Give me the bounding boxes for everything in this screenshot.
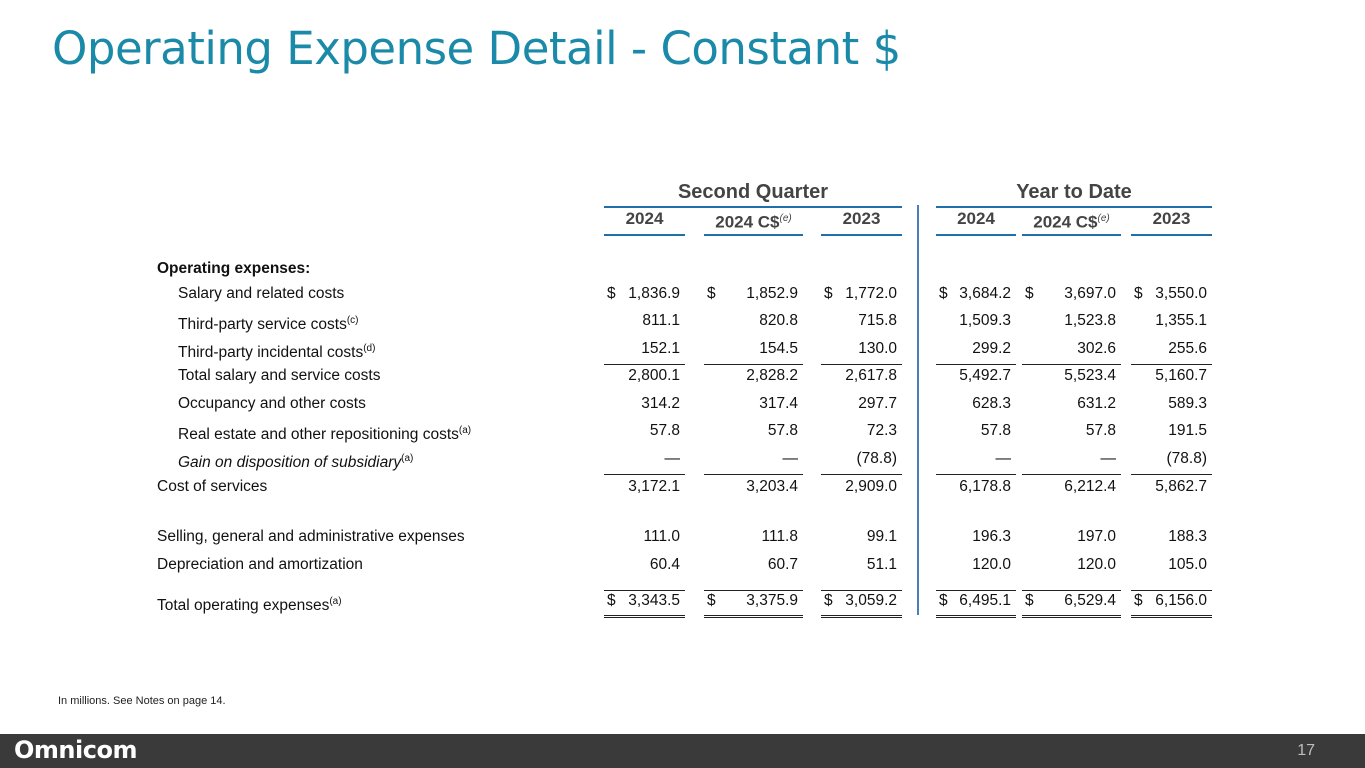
row-label-text: Gain on disposition of subsidiary bbox=[178, 454, 402, 472]
currency-symbol: $ bbox=[707, 592, 716, 609]
table-cell bbox=[1022, 449, 1121, 475]
cell-value: (78.8) bbox=[856, 450, 897, 467]
row-label bbox=[178, 311, 359, 335]
col-header-note: (e) bbox=[779, 213, 792, 224]
col-header-q2-2024-cs bbox=[704, 208, 803, 236]
cell-value: 5,862.7 bbox=[1155, 478, 1207, 495]
cell-value: 105.0 bbox=[1168, 556, 1207, 573]
row-label bbox=[157, 555, 363, 575]
table-cell bbox=[821, 339, 902, 365]
row-label bbox=[178, 421, 471, 445]
cell-value: 51.1 bbox=[866, 556, 897, 573]
row-label bbox=[157, 477, 267, 497]
table-cell bbox=[1022, 527, 1121, 547]
table-cell bbox=[1131, 555, 1212, 575]
cell-value: 111.8 bbox=[761, 528, 798, 545]
group-header-year-to-date: Year to Date bbox=[936, 180, 1212, 208]
row-label-note: (a) bbox=[401, 453, 414, 464]
cell-value: 628.3 bbox=[972, 395, 1011, 412]
cell-value: 197.0 bbox=[1077, 528, 1116, 545]
cell-value: 3,343.5 bbox=[628, 592, 680, 609]
cell-value: 1,852.9 bbox=[746, 285, 798, 302]
table-cell bbox=[821, 449, 902, 475]
table-cell bbox=[936, 527, 1016, 547]
cell-value: 589.3 bbox=[1168, 395, 1207, 412]
table-cell bbox=[1022, 339, 1121, 365]
table-cell bbox=[936, 284, 1016, 304]
col-header-note: (e) bbox=[1097, 213, 1110, 224]
row-label bbox=[178, 366, 380, 386]
cell-value: 6,178.8 bbox=[959, 478, 1011, 495]
cell-value: 1,836.9 bbox=[628, 285, 680, 302]
currency-symbol: $ bbox=[824, 592, 833, 609]
row-label bbox=[157, 527, 465, 547]
table-cell bbox=[704, 366, 803, 386]
table-cell bbox=[604, 311, 685, 331]
cell-value: 60.4 bbox=[649, 556, 680, 573]
cell-value: 317.4 bbox=[759, 395, 798, 412]
table-cell bbox=[604, 366, 685, 386]
currency-symbol: $ bbox=[607, 592, 616, 609]
table-cell bbox=[1022, 311, 1121, 331]
table-cell bbox=[604, 449, 685, 475]
cell-value: — bbox=[782, 450, 798, 467]
cell-value: 2,909.0 bbox=[845, 478, 897, 495]
cell-value: 1,355.1 bbox=[1155, 312, 1207, 329]
table-cell bbox=[936, 449, 1016, 475]
table-cell bbox=[1131, 421, 1212, 441]
row-label-note: (a) bbox=[458, 425, 472, 436]
row-label bbox=[178, 394, 366, 414]
table-cell bbox=[1022, 394, 1121, 414]
footer-bar bbox=[0, 734, 1365, 768]
table-cell bbox=[704, 449, 803, 475]
table-cell bbox=[704, 311, 803, 331]
col-header-ytd-2024-cs bbox=[1022, 208, 1121, 236]
currency-symbol: $ bbox=[939, 285, 948, 302]
cell-value: 57.8 bbox=[649, 422, 680, 439]
cell-value: 6,529.4 bbox=[1064, 592, 1116, 609]
col-header-label: 2024 C$ bbox=[1033, 212, 1098, 232]
table-cell bbox=[936, 366, 1016, 386]
cell-value: 2,828.2 bbox=[746, 367, 798, 384]
col-header-label: 2023 bbox=[1152, 209, 1191, 228]
cell-value: 811.1 bbox=[642, 312, 680, 329]
table-cell bbox=[1131, 477, 1212, 497]
cell-value: 6,212.4 bbox=[1064, 478, 1116, 495]
footnote: In millions. See Notes on page 14. bbox=[58, 695, 226, 707]
row-label bbox=[178, 339, 375, 363]
cell-value: — bbox=[664, 450, 680, 467]
cell-value: 5,492.7 bbox=[959, 367, 1011, 384]
cell-value: 3,550.0 bbox=[1155, 285, 1207, 302]
table-cell bbox=[704, 339, 803, 365]
cell-value: 6,156.0 bbox=[1155, 592, 1207, 609]
table-cell bbox=[1131, 311, 1212, 331]
row-label-text: Occupancy and other costs bbox=[178, 395, 366, 412]
page-title: Operating Expense Detail - Constant $ bbox=[52, 22, 901, 75]
row-label-text: Operating expenses: bbox=[157, 260, 311, 277]
table-cell bbox=[821, 527, 902, 547]
table-cell bbox=[1022, 421, 1121, 441]
table-cell bbox=[704, 527, 803, 547]
cell-value: 302.6 bbox=[1077, 340, 1116, 357]
row-label-note: (a) bbox=[329, 596, 342, 607]
row-label-text: Depreciation and amortization bbox=[157, 556, 363, 573]
row-label-text: Salary and related costs bbox=[178, 285, 345, 302]
cell-value: 191.5 bbox=[1168, 422, 1207, 439]
column-divider bbox=[917, 205, 919, 615]
table-cell bbox=[936, 590, 1016, 618]
row-label-text: Selling, general and administrative expenses bbox=[157, 528, 465, 545]
table-cell bbox=[604, 339, 685, 365]
brand-logo: Omnicom bbox=[14, 736, 137, 764]
cell-value: 5,523.4 bbox=[1064, 367, 1116, 384]
cell-value: 152.1 bbox=[641, 340, 680, 357]
cell-value: 57.8 bbox=[767, 422, 798, 439]
table-cell bbox=[936, 421, 1016, 441]
cell-value: 631.2 bbox=[1077, 395, 1116, 412]
cell-value: 2,617.8 bbox=[845, 367, 897, 384]
cell-value: 120.0 bbox=[972, 556, 1011, 573]
currency-symbol: $ bbox=[824, 285, 833, 302]
table-cell bbox=[704, 555, 803, 575]
table-cell bbox=[936, 339, 1016, 365]
cell-value: 120.0 bbox=[1077, 556, 1116, 573]
currency-symbol: $ bbox=[939, 592, 948, 609]
row-label-text: Third-party service costs bbox=[178, 316, 347, 334]
table-cell bbox=[1131, 394, 1212, 414]
table-cell bbox=[936, 311, 1016, 331]
cell-value: (78.8) bbox=[1166, 450, 1207, 467]
col-header-ytd-2023 bbox=[1131, 208, 1212, 236]
page-number: 17 bbox=[1297, 742, 1315, 759]
cell-value: 1,772.0 bbox=[845, 285, 897, 302]
cell-value: 3,172.1 bbox=[628, 478, 680, 495]
table-cell bbox=[821, 477, 902, 497]
cell-value: 3,059.2 bbox=[845, 592, 897, 609]
table-cell bbox=[821, 284, 902, 304]
currency-symbol: $ bbox=[707, 285, 716, 302]
col-header-ytd-2024 bbox=[936, 208, 1016, 236]
cell-value: 57.8 bbox=[1085, 422, 1116, 439]
col-header-label: 2023 bbox=[842, 209, 881, 228]
table-cell bbox=[821, 311, 902, 331]
row-label-text: Real estate and other repositioning costs bbox=[178, 426, 459, 444]
row-label-note: (d) bbox=[363, 343, 376, 354]
cell-value: — bbox=[1100, 450, 1116, 467]
table-cell bbox=[704, 590, 803, 618]
cell-value: 314.2 bbox=[641, 395, 680, 412]
row-label-text: Third-party incidental costs bbox=[178, 344, 364, 362]
cell-value: 130.0 bbox=[858, 340, 897, 357]
cell-value: 1,523.8 bbox=[1064, 312, 1116, 329]
table-cell bbox=[604, 590, 685, 618]
table-cell bbox=[1022, 590, 1121, 618]
cell-value: 3,203.4 bbox=[746, 478, 798, 495]
cell-value: 72.3 bbox=[866, 422, 897, 439]
cell-value: 188.3 bbox=[1168, 528, 1207, 545]
cell-value: — bbox=[995, 450, 1011, 467]
cell-value: 99.1 bbox=[866, 528, 897, 545]
cell-value: 820.8 bbox=[759, 312, 798, 329]
group-header-second-quarter: Second Quarter bbox=[604, 180, 902, 208]
table-cell bbox=[936, 394, 1016, 414]
table-cell bbox=[1131, 339, 1212, 365]
table-cell bbox=[1022, 477, 1121, 497]
table-cell bbox=[604, 527, 685, 547]
table-cell bbox=[704, 421, 803, 441]
table-cell bbox=[1022, 555, 1121, 575]
row-label-text: Total salary and service costs bbox=[178, 367, 381, 384]
table-cell bbox=[704, 284, 803, 304]
cell-value: 5,160.7 bbox=[1155, 367, 1207, 384]
row-label-text: Cost of services bbox=[157, 478, 268, 495]
cell-value: 715.8 bbox=[858, 312, 897, 329]
col-header-label: 2024 bbox=[957, 209, 995, 228]
cell-value: 3,684.2 bbox=[959, 285, 1011, 302]
currency-symbol: $ bbox=[1134, 285, 1143, 302]
cell-value: 255.6 bbox=[1168, 340, 1207, 357]
table-cell bbox=[604, 284, 685, 304]
table-cell bbox=[604, 555, 685, 575]
row-label-text: Total operating expenses bbox=[157, 597, 330, 615]
table-cell bbox=[1022, 284, 1121, 304]
col-header-label: 2024 C$ bbox=[715, 212, 780, 232]
currency-symbol: $ bbox=[1025, 592, 1034, 609]
table-cell bbox=[1022, 366, 1121, 386]
row-label-note: (c) bbox=[346, 315, 359, 326]
table-cell bbox=[604, 421, 685, 441]
table-cell bbox=[604, 477, 685, 497]
cell-value: 3,697.0 bbox=[1064, 285, 1116, 302]
table-cell bbox=[1131, 284, 1212, 304]
cell-value: 57.8 bbox=[980, 422, 1011, 439]
col-header-q2-2024 bbox=[604, 208, 685, 236]
cell-value: 60.7 bbox=[767, 556, 798, 573]
col-header-label: 2024 bbox=[625, 209, 664, 228]
table-cell bbox=[704, 394, 803, 414]
table-cell bbox=[1131, 527, 1212, 547]
cell-value: 111.0 bbox=[643, 528, 680, 545]
table-cell bbox=[821, 590, 902, 618]
currency-symbol: $ bbox=[607, 285, 616, 302]
table-cell bbox=[704, 477, 803, 497]
row-label bbox=[157, 259, 310, 279]
table-cell bbox=[1131, 366, 1212, 386]
currency-symbol: $ bbox=[1025, 285, 1034, 302]
table-cell bbox=[821, 366, 902, 386]
col-header-q2-2023 bbox=[821, 208, 902, 236]
cell-value: 196.3 bbox=[972, 528, 1011, 545]
row-label bbox=[157, 592, 342, 616]
currency-symbol: $ bbox=[1134, 592, 1143, 609]
cell-value: 1,509.3 bbox=[959, 312, 1011, 329]
cell-value: 154.5 bbox=[759, 340, 798, 357]
table-cell bbox=[1131, 590, 1212, 618]
cell-value: 2,800.1 bbox=[628, 367, 680, 384]
table-cell bbox=[821, 394, 902, 414]
row-label bbox=[178, 284, 344, 304]
table-cell bbox=[821, 421, 902, 441]
row-label bbox=[178, 449, 413, 473]
table-cell bbox=[1131, 449, 1212, 475]
cell-value: 3,375.9 bbox=[746, 592, 798, 609]
cell-value: 297.7 bbox=[858, 395, 897, 412]
cell-value: 6,495.1 bbox=[959, 592, 1011, 609]
table-cell bbox=[821, 555, 902, 575]
table-cell bbox=[936, 477, 1016, 497]
cell-value: 299.2 bbox=[972, 340, 1011, 357]
table-cell bbox=[936, 555, 1016, 575]
table-cell bbox=[604, 394, 685, 414]
